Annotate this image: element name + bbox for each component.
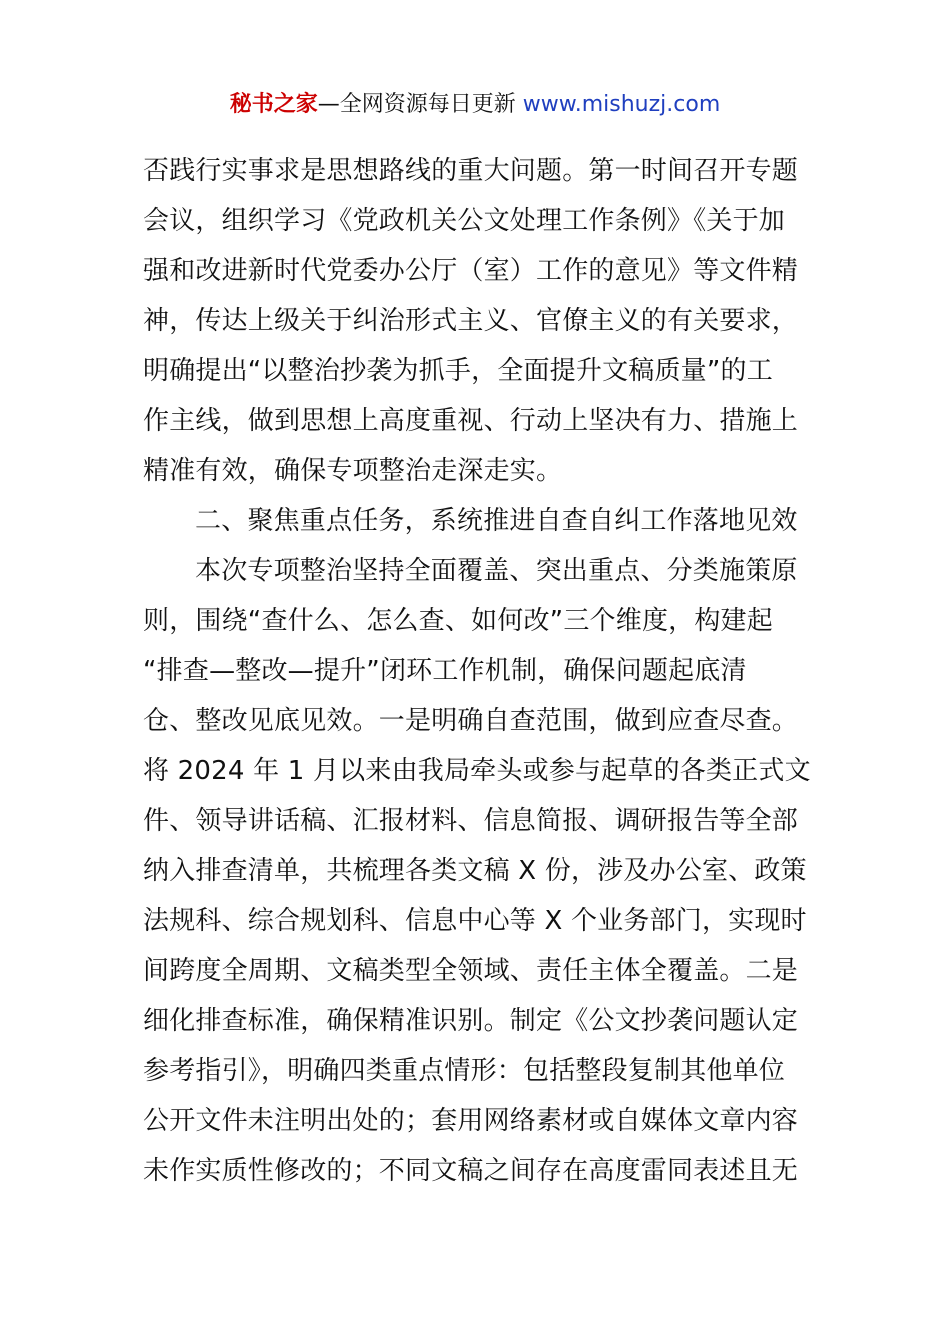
text-line: “排查—整改—提升”闭环工作机制，确保问题起底清 xyxy=(143,656,747,686)
text-line: 否践行实事求是思想路线的重大问题。第一时间召开专题 xyxy=(143,156,799,186)
section-heading: 二、聚焦重点任务，系统推进自查自纠工作落地见效 xyxy=(195,506,798,536)
paragraph-first-line: 本次专项整治坚持全面覆盖、突出重点、分类施策原 xyxy=(195,556,798,586)
text-line: 法规科、综合规划科、信息中心等 X 个业务部门，实现时 xyxy=(143,906,807,936)
header-tagline: —全网资源每日更新 xyxy=(317,92,523,117)
text-line: 将 2024 年 1 月以来由我局牵头或参与起草的各类正式文 xyxy=(143,756,811,786)
text-line: 会议，组织学习《党政机关公文处理工作条例》《关于加 xyxy=(143,206,786,236)
text-line: 公开文件未注明出处的；套用网络素材或自媒体文章内容 xyxy=(143,1106,799,1136)
text-line: 细化排查标准，确保精准识别。制定《公文抄袭问题认定 xyxy=(143,1006,799,1036)
text-line: 间跨度全周期、文稿类型全领域、责任主体全覆盖。二是 xyxy=(143,956,799,986)
text-line: 件、领导讲话稿、汇报材料、信息简报、调研报告等全部 xyxy=(143,806,799,836)
header-url-link[interactable]: www.mishuzj.com xyxy=(522,92,721,117)
text-line: 参考指引》，明确四类重点情形：包括整段复制其他单位 xyxy=(143,1056,786,1086)
text-line: 强和改进新时代党委办公厅（室）工作的意见》等文件精 xyxy=(143,256,799,286)
text-line: 神，传达上级关于纠治形式主义、官僚主义的有关要求， xyxy=(143,306,799,336)
page-header xyxy=(0,88,950,122)
text-line: 仓、整改见底见效。一是明确自查范围，做到应查尽查。 xyxy=(143,706,799,736)
document-body xyxy=(143,146,813,1196)
header-brand: 秘书之家 xyxy=(229,92,318,117)
text-line: 纳入排查清单，共梳理各类文稿 X 份，涉及办公室、政策 xyxy=(143,856,807,886)
text-line: 作主线，做到思想上高度重视、行动上坚决有力、措施上 xyxy=(143,406,799,436)
text-line: 未作实质性修改的；不同文稿之间存在高度雷同表述且无 xyxy=(143,1156,799,1186)
text-line: 明确提出“以整治抄袭为抓手，全面提升文稿质量”的工 xyxy=(143,356,773,386)
text-line: 精准有效，确保专项整治走深走实。 xyxy=(143,456,563,486)
text-line: 则，围绕“查什么、怎么查、如何改”三个维度，构建起 xyxy=(143,606,773,636)
